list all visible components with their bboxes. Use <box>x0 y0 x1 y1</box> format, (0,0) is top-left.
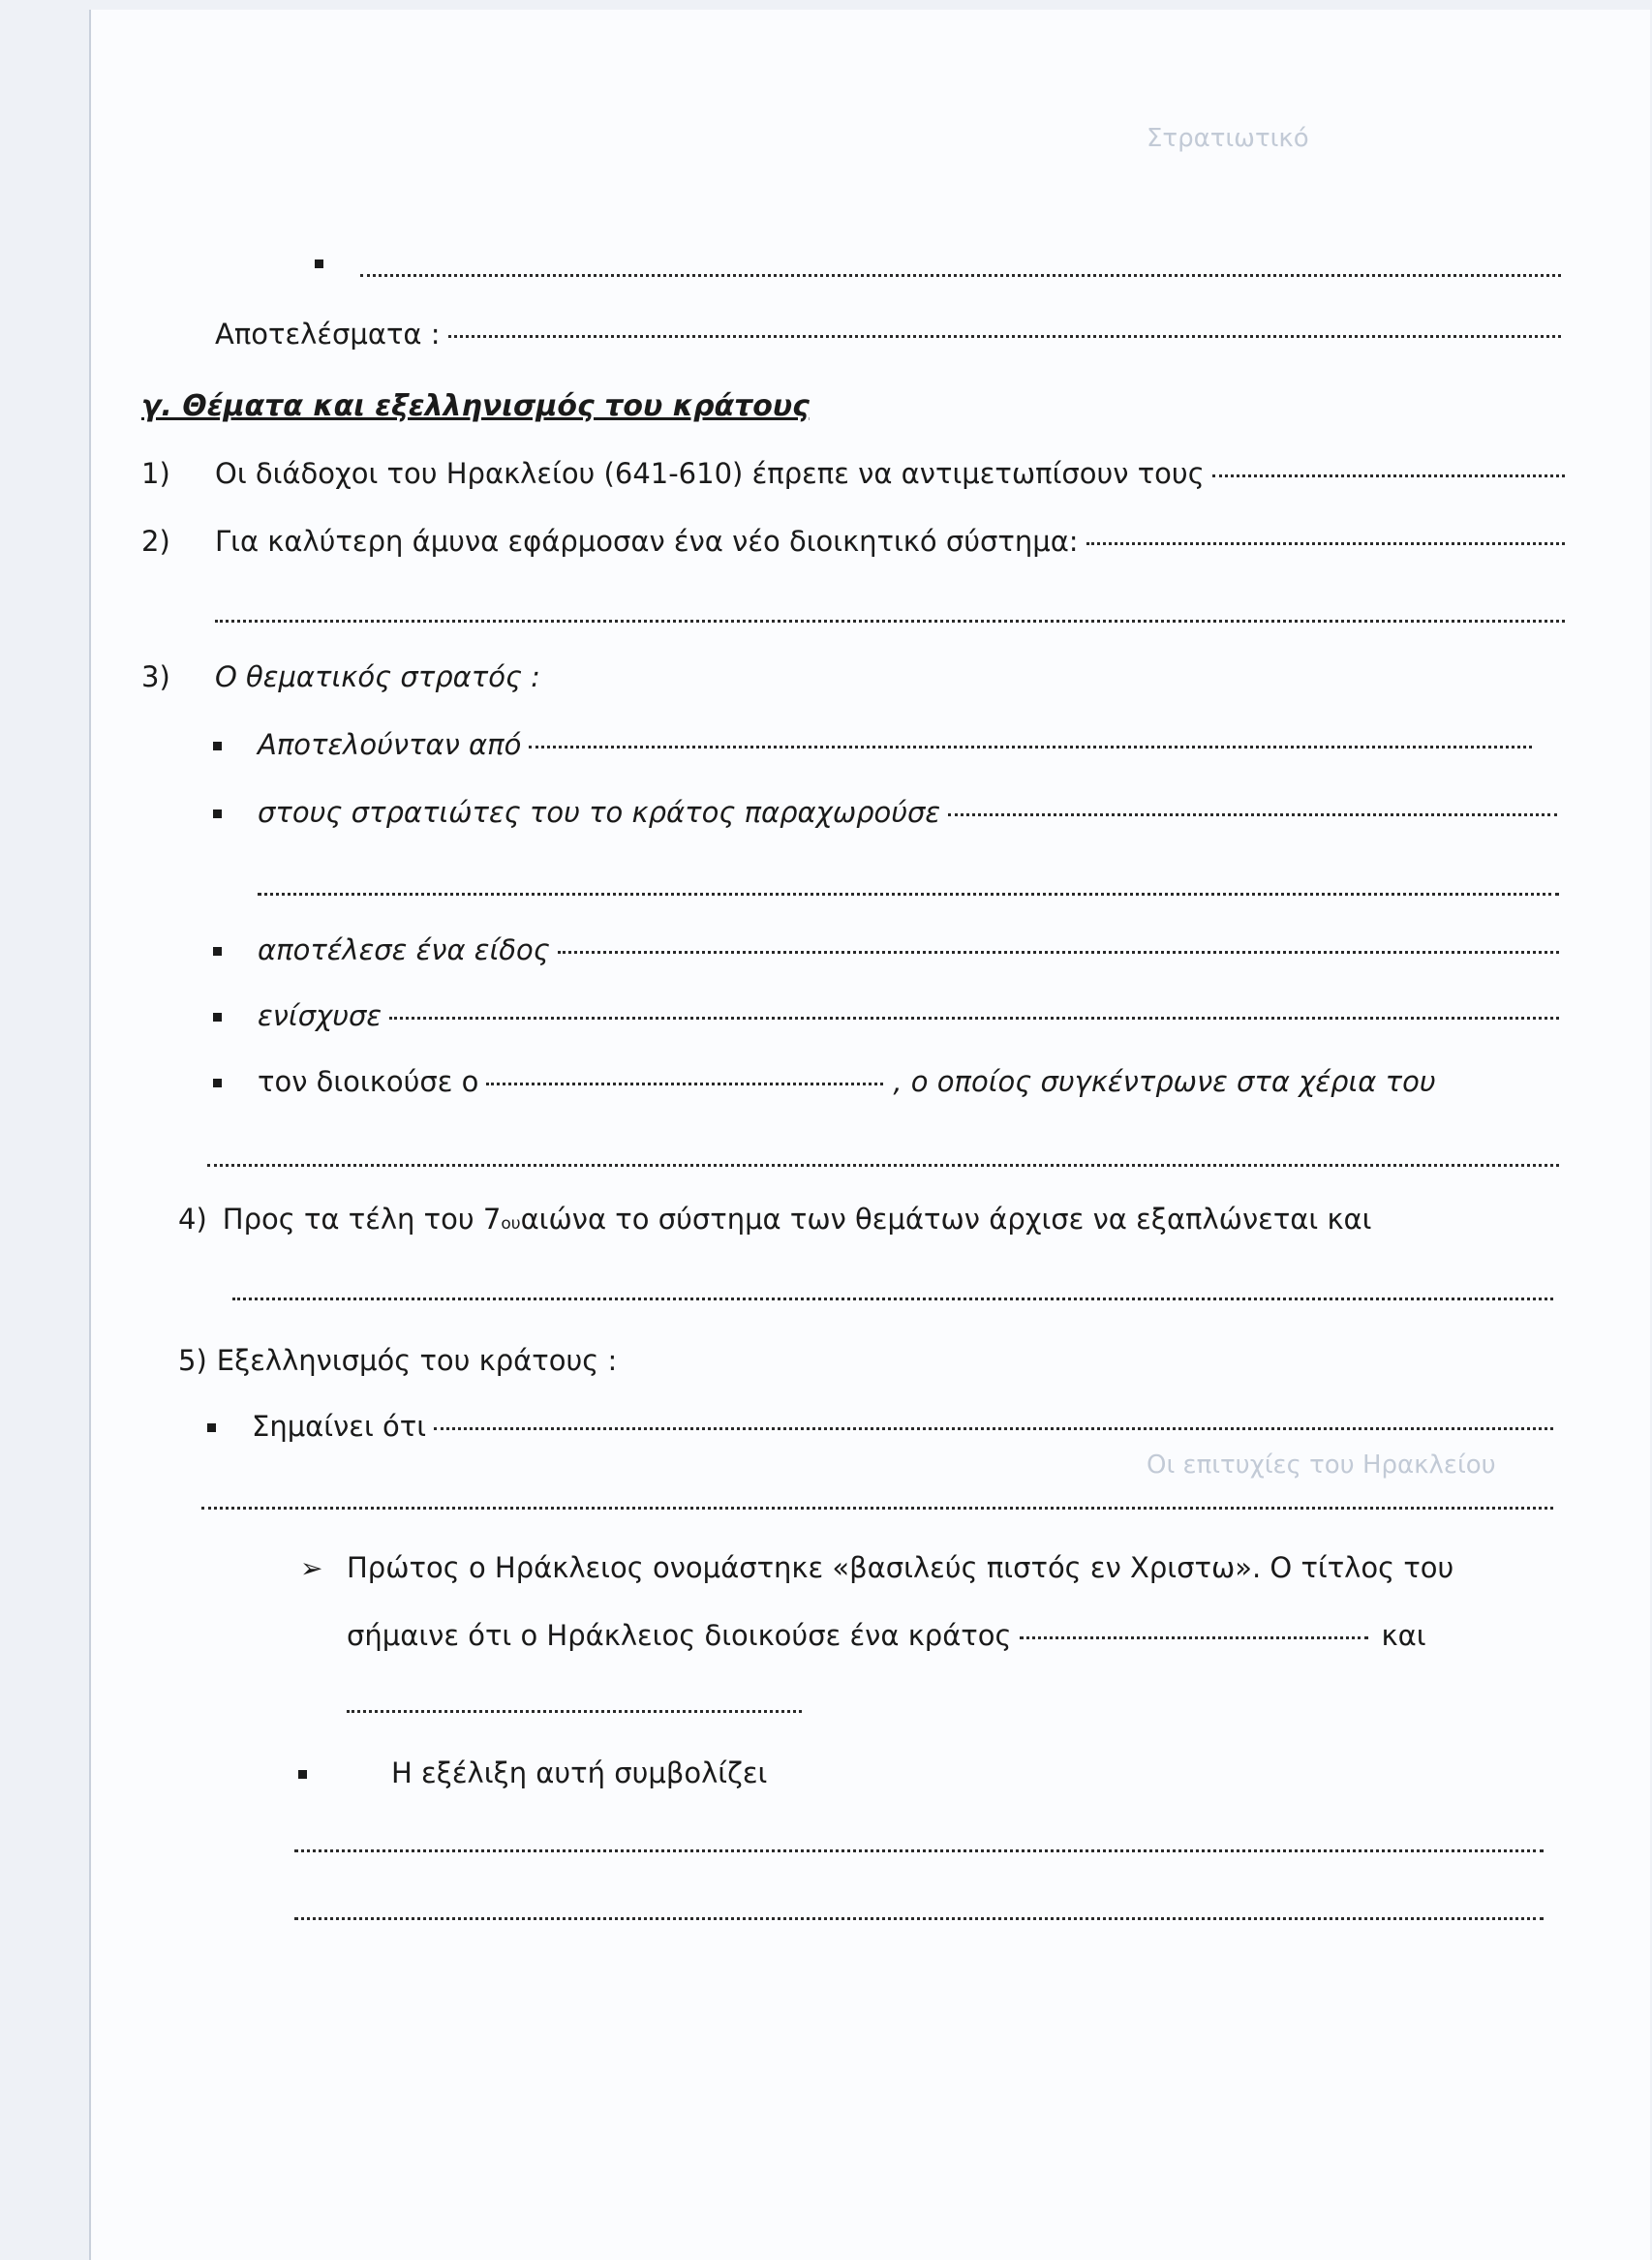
item-number: 4) <box>178 1203 207 1236</box>
answer-line[interactable] <box>201 1507 1553 1510</box>
answer-line[interactable] <box>486 1083 883 1085</box>
bullet-text: Η εξέλιξη αυτή συμβολίζει <box>391 1756 768 1789</box>
square-bullet-icon <box>298 1770 307 1779</box>
item-text: Για καλύτερη άμυνα εφάρμοσαν ένα νέο διοικητικό σύστημα: <box>215 525 1079 558</box>
answer-line[interactable] <box>215 620 1565 623</box>
bullet-text: στους στρατιώτες του το κράτος παραχωρούσε <box>258 796 941 829</box>
item-text: Ο θεματικός στρατός : <box>215 660 540 693</box>
item-text: Οι διάδοχοι του Ηρακλείου (641-610) έπρεπε να αντιμετωπίσουν τους <box>215 457 1205 490</box>
square-bullet-icon <box>213 1013 222 1022</box>
answer-line[interactable] <box>258 893 1559 896</box>
answer-line[interactable] <box>360 274 1561 277</box>
answer-line[interactable] <box>948 813 1557 816</box>
results-label: Αποτελέσματα : <box>215 318 441 351</box>
arrow-text: Πρώτος ο Ηράκλειος ονομάστηκε «βασιλεύς πιστός εν Χριστω». Ο τίτλος του <box>347 1551 1454 1584</box>
section-heading: γ. Θέματα και εξελληνισμός του κράτους <box>141 389 810 423</box>
item-number: 3) <box>141 660 170 693</box>
item-text: Προς τα τέλη του 7 <box>222 1203 502 1236</box>
item-number: 5) <box>178 1344 207 1377</box>
bleed-through-text: Στρατιωτικό <box>1147 124 1309 153</box>
answer-line[interactable] <box>389 1017 1559 1020</box>
bullet-text: αποτέλεσε ένα είδος <box>258 933 550 966</box>
item-3-bullet-1 <box>258 728 1532 761</box>
arrow-point <box>300 1551 1453 1584</box>
item-5 <box>178 1344 617 1377</box>
answer-line[interactable] <box>1086 542 1565 545</box>
square-bullet-icon <box>213 809 222 818</box>
item-1 <box>141 457 1565 490</box>
superscript: ου <box>501 1214 521 1234</box>
results-row <box>215 318 1561 351</box>
arrow-text: και <box>1381 1619 1426 1652</box>
square-bullet-icon <box>213 742 222 750</box>
item-3-bullet-4 <box>258 999 1559 1032</box>
bullet-text: τον διοικούσε ο <box>258 1065 479 1098</box>
bullet-text: Αποτελούνταν από <box>258 728 522 761</box>
item-3-bullet-5 <box>258 1065 1555 1098</box>
item-text: αιώνα το σύστημα των θεμάτων άρχισε να εξαπλώνεται και <box>520 1203 1372 1236</box>
item-5-bullet-1 <box>252 1410 1553 1443</box>
answer-line[interactable] <box>448 335 1561 338</box>
bullet-text: , ο οποίος συγκέντρωνε στα χέρια του <box>893 1065 1436 1098</box>
answer-line[interactable] <box>434 1427 1553 1430</box>
bullet-text: ενίσχυσε <box>258 999 382 1032</box>
bullet-text: Σημαίνει ότι <box>252 1410 427 1443</box>
item-3-bullet-3 <box>258 933 1559 966</box>
bleed-through-text: Οι επιτυχίες του Ηρακλείου <box>1147 1451 1496 1480</box>
square-bullet-icon <box>207 1423 216 1432</box>
arrow-point-line-2 <box>347 1619 1505 1652</box>
answer-line[interactable] <box>232 1298 1553 1300</box>
arrow-bullet-icon: ➢ <box>300 1552 323 1584</box>
item-5-bullet-2 <box>391 1756 767 1789</box>
answer-line[interactable] <box>1020 1636 1368 1639</box>
answer-line[interactable] <box>294 1849 1544 1852</box>
item-text: Εξελληνισμός του κράτους : <box>216 1344 618 1377</box>
answer-line[interactable] <box>207 1164 1559 1167</box>
worksheet-page <box>89 10 1650 2260</box>
answer-line[interactable] <box>1212 474 1565 477</box>
square-bullet-icon <box>315 260 323 268</box>
item-2 <box>141 525 1565 558</box>
answer-line[interactable] <box>529 746 1532 748</box>
square-bullet-icon <box>213 947 222 956</box>
square-bullet-icon <box>213 1079 222 1087</box>
item-3 <box>141 660 540 693</box>
item-4 <box>178 1203 1371 1236</box>
item-3-bullet-2 <box>258 796 1557 829</box>
answer-line[interactable] <box>294 1917 1544 1920</box>
answer-line[interactable] <box>347 1710 802 1713</box>
answer-line[interactable] <box>558 951 1559 954</box>
arrow-text: σήμαινε ότι ο Ηράκλειος διοικούσε ένα κράτος <box>347 1619 1012 1652</box>
item-number: 2) <box>141 525 170 558</box>
item-number: 1) <box>141 457 170 490</box>
